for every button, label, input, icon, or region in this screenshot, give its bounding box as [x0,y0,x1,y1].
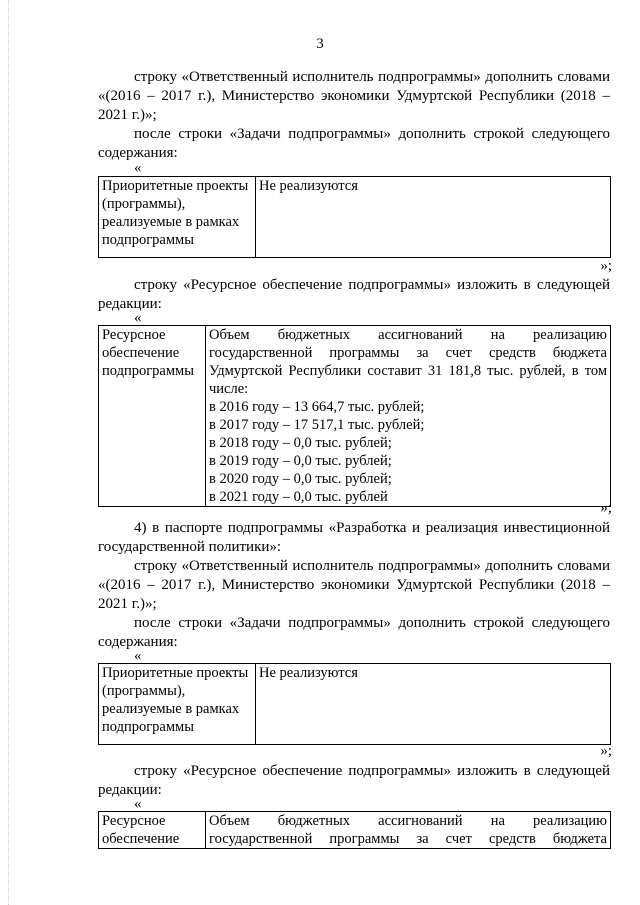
resource-line: Удмуртской Республики составит 31 181,8 тыс. рублей, в том [209,363,607,379]
priority-table [98,176,611,258]
open-quote: « [134,648,142,664]
resource-label-line: Ресурсное [102,813,166,829]
priority-value-cell: Не реализуются [256,177,611,258]
priority-table-2 [98,663,611,745]
resource-label-line: подпрограммы [102,363,194,379]
priority-label-cell [99,177,256,258]
resource-label-line: Ресурсное [102,327,166,343]
priority-label-cell [99,664,256,745]
resource-label-cell [99,812,206,849]
priority-label-line: Приоритетные проекты [102,178,249,194]
paragraph-responsible-line3: 2021 г.)»; [98,596,157,612]
paragraph-responsible-line2: «(2016 – 2017 г.), Министерство экономики Удмуртской Республики (2018 – [98,577,610,593]
resource-line: в 2018 году – 0,0 тыс. рублей; [209,435,392,451]
resource-line: числе: [209,381,249,397]
paragraph-tasks-line1: после строки «Задачи подпрограммы» дополнить строкой следующего [134,126,610,142]
resource-line: государственной программы за счет средств бюджета [209,345,607,361]
paragraph-tasks-line2: содержания: [98,634,178,650]
resource-value-cell [206,326,611,507]
resource-label-line: обеспечение [102,345,180,361]
priority-label-line: Приоритетные проекты [102,665,249,681]
resource-line: в 2016 году – 13 664,7 тыс. рублей; [209,399,425,415]
paragraph-item4-line1: 4) в паспорте подпрограммы «Разработка и реализация инвестиционной [134,520,610,536]
close-quote: »; [600,743,612,759]
priority-label-line: подпрограммы [102,232,194,248]
paragraph-resource-line2: редакции: [98,782,162,798]
paragraph-responsible-line1: строку «Ответственный исполнитель подпрограммы» дополнить словами [134,69,610,85]
resource-label-line: обеспечение [102,831,180,847]
paragraph-item4-line2: государственной политики»: [98,539,282,555]
resource-line: в 2017 году – 17 517,1 тыс. рублей; [209,417,425,433]
resource-value-cell [206,812,611,849]
paragraph-resource-line1: строку «Ресурсное обеспечение подпрограммы» изложить в следующей [134,277,610,293]
resource-table-2 [98,811,611,849]
resource-line: в 2020 году – 0,0 тыс. рублей; [209,471,392,487]
resource-table [98,325,611,507]
paragraph-tasks-line1: после строки «Задачи подпрограммы» дополнить строкой следующего [134,615,610,631]
resource-line: Объем бюджетных ассигнований на реализацию [209,327,607,343]
priority-label-line: реализуемые в рамках [102,701,240,717]
resource-line: государственной программы за счет средств бюджета [209,831,607,847]
resource-line: в 2019 году – 0,0 тыс. рублей; [209,453,392,469]
resource-label-cell [99,326,206,507]
priority-value-cell: Не реализуются [256,664,611,745]
paragraph-responsible-line2: «(2016 – 2017 г.), Министерство экономики Удмуртской Республики (2018 – [98,88,610,104]
paragraph-responsible-line1: строку «Ответственный исполнитель подпрограммы» дополнить словами [134,558,610,574]
priority-label-line: реализуемые в рамках [102,214,240,230]
margin-scan-line [8,0,9,905]
open-quote: « [134,310,142,326]
paragraph-responsible-line3: 2021 г.)»; [98,107,157,123]
close-quote: »; [600,258,612,274]
paragraph-resource-line1: строку «Ресурсное обеспечение подпрограммы» изложить в следующей [134,763,610,779]
priority-label-line: (программы), [102,683,186,699]
close-quote: »; [600,500,612,516]
page-number: 3 [316,36,324,52]
paragraph-resource-line2: редакции: [98,296,162,312]
priority-label-line: подпрограммы [102,719,194,735]
priority-label-line: (программы), [102,196,186,212]
paragraph-tasks-line2: содержания: [98,145,178,161]
resource-line: Объем бюджетных ассигнований на реализацию [209,813,607,829]
open-quote: « [134,796,142,812]
resource-line: в 2021 году – 0,0 тыс. рублей [209,489,388,505]
open-quote: « [134,160,142,176]
